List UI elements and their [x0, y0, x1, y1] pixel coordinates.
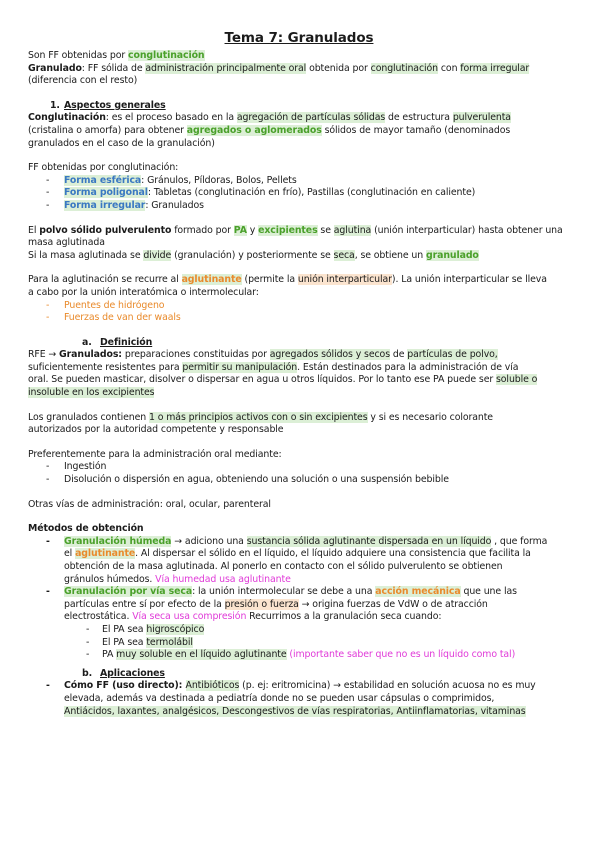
text: . Están destinados para la administración de vía	[297, 361, 519, 373]
text: ). La unión interparticular se lleva	[391, 274, 547, 286]
polvo-paragraph	[28, 225, 570, 238]
term: polvo sólido pulverulento	[39, 224, 172, 236]
conglutinacion-definition	[28, 112, 570, 125]
highlight-term: conglutinación	[128, 50, 205, 61]
section-heading-definicion	[28, 337, 570, 350]
text: (unión interparticular) hasta obtener una	[371, 224, 563, 236]
text: Fuerzas de van der waals	[64, 312, 181, 324]
list-item-humeda: - Granulación húmeda → adiciono una sustancia sólida aglutinante dispersada en un líquido , que forma el aglutinante. Al dispersar el sólido en el líquido, el líquido adquiere una consistencia que facilita la obtención de la masa aglutinada. Al ponerlo en contacto con el sólido pulverulento se obtienen gránulos húmedos. Vía humedad usa aglutinante	[46, 535, 548, 585]
rfe-line	[28, 387, 570, 400]
text: : la unión intermolecular se debe a una	[192, 586, 376, 598]
text: gránulos húmedos.	[64, 573, 156, 585]
text: : Gránulos, Píldoras, Bolos, Pellets	[141, 174, 297, 186]
highlight-term: agregados o aglomerados	[186, 124, 322, 136]
highlight-text: agregados sólidos y secos	[269, 349, 390, 361]
highlight-text: insoluble en los excipientes	[28, 387, 155, 399]
text: Disolución o dispersión en agua, obteniendo una solución o una suspensión bebible	[64, 474, 449, 486]
term: Granulados:	[59, 349, 122, 361]
otras-vias: Otras vías de administración: oral, ocular, parenteral	[28, 498, 271, 510]
text: oral. Se pueden masticar, disolver o dispersar en agua u otros líquidos. Por lo tanto ese PA puede ser	[28, 374, 497, 386]
section-title: Definición	[100, 336, 153, 348]
rfe-line	[28, 362, 570, 375]
text: electrostática.	[64, 611, 133, 623]
text: PA	[102, 649, 117, 661]
administracion-title: Preferentemente para la administración oral mediante:	[28, 448, 282, 460]
conglutinacion-definition-end: granulados en el caso de la granulación)	[28, 137, 215, 149]
text: obtención de la masa aglutinada. Al ponerlo en contacto con el sólido pulverulento se obtienen	[64, 561, 503, 572]
aglutinacion-paragraph	[28, 274, 570, 287]
text: y	[246, 224, 259, 236]
text: Puentes de hidrógeno	[64, 299, 165, 311]
section-heading-aspectos	[28, 100, 570, 113]
pink-note: Vía humedad usa aglutinante	[155, 573, 291, 585]
highlight-term: acción mecánica	[375, 586, 461, 598]
form-term: Forma esférica	[64, 174, 142, 186]
text: El PA sea	[102, 623, 147, 635]
text: : Granulados	[145, 199, 204, 211]
list-item-seca: - Granulación por vía seca: la unión intermolecular se debe a una acción mecánica que une las partículas entre sí por efecto de la presión o fuerza → origina fuerzas de VdW o de atracción electrostática. Vía seca usa compresión Recurrimos a la granulación seca cuando:	[46, 586, 517, 623]
text: (granulación) y posteriormente se	[171, 249, 334, 261]
masa-paragraph	[28, 250, 570, 263]
highlight-term: aglutinante	[75, 548, 136, 560]
ff-list-title: FF obtenidas por conglutinación:	[28, 162, 179, 174]
text: → adiciono una	[171, 535, 247, 547]
contienen-line	[28, 412, 570, 425]
section-title: Aspectos generales	[64, 99, 166, 111]
list-item: - Ingestión	[46, 461, 107, 473]
highlight-text: agregación de partículas sólidas	[236, 112, 386, 124]
highlight-term: Granulación húmeda	[64, 535, 172, 547]
rfe-line	[28, 349, 570, 362]
text: El	[28, 224, 40, 236]
section-title: Aplicaciones	[100, 667, 165, 679]
highlight-text: higroscópico	[146, 623, 205, 635]
highlight-text: 1 o más principios activos con o sin excipientes	[149, 411, 368, 423]
text: Para la aglutinación se recurre al	[28, 274, 182, 286]
highlight-term: granulado	[425, 249, 479, 261]
intro-line	[28, 50, 570, 63]
polvo-paragraph-cont: masa aglutinada	[28, 237, 105, 249]
list-item: - Puentes de hidrógeno	[46, 299, 165, 311]
list-item-aplicaciones: - Cómo FF (uso directo): Antibióticos (p. ej: eritromicina) → estabilidad en solución acuosa no es muy elevada, además va destinada a pediatría donde no se pueden usar cápsulas o comprimidos, Antiácidos, laxantes, analgésicos, Descongestivos de vías respiratorias, Antiinflamatorias, vitaminas	[46, 680, 536, 717]
form-term: Forma poligonal	[64, 187, 148, 199]
form-term: Forma irregular	[64, 199, 146, 211]
text: partículas entre sí por efecto de la	[64, 598, 225, 610]
highlight-text: sustancia sólida aglutinante dispersada en un líquido	[246, 535, 492, 547]
text: sólidos de mayor tamaño (denominados	[321, 124, 511, 136]
highlight-text: permitir su manipulación	[182, 361, 298, 373]
text: de	[389, 349, 408, 361]
highlight-term: Granulación por vía seca	[64, 586, 193, 598]
text: , que forma	[491, 535, 548, 547]
highlight-text: Antiácidos, laxantes, analgésicos, Descongestivos de vías respiratorias, Antiinflamatorias, vitaminas	[64, 705, 526, 717]
text: de estructura	[385, 112, 453, 124]
highlight-text: divide	[143, 249, 172, 261]
metodos-heading: Métodos de obtención	[28, 523, 144, 535]
highlight-text: termolábil	[146, 636, 193, 648]
highlight-term: excipientes	[258, 224, 318, 236]
sub-list-item: - El PA sea higroscópico	[86, 623, 205, 635]
list-item: - Forma esférica: Gránulos, Píldoras, Bolos, Pellets	[46, 174, 297, 186]
text: preparaciones constituidas por	[121, 349, 270, 361]
text: . Al dispersar el sólido en el líquido, el líquido adquiere una consistencia que facilita la	[135, 548, 531, 560]
text: : Tabletas (conglutinación en frío), Pastillas (conglutinación en caliente)	[147, 187, 476, 199]
sub-list-item: - PA muy soluble en el líquido aglutinante (importante saber que no es un líquido como tal)	[86, 649, 516, 661]
highlight-text: soluble o	[496, 374, 538, 386]
text: (permite la	[241, 274, 298, 286]
text: suficientemente resistentes para	[28, 361, 183, 373]
intro-note: (diferencia con el resto)	[28, 75, 138, 87]
contienen-line-cont: autorizados por la autoridad competente y responsable	[28, 424, 284, 436]
text: que une las	[460, 586, 517, 598]
rfe-line	[28, 374, 570, 387]
highlight-text: presión o fuerza	[224, 598, 299, 610]
text: formado por	[171, 224, 234, 236]
page-title: Tema 7: Granulados	[224, 30, 374, 46]
text: se	[317, 224, 334, 236]
text: obtenida por	[306, 62, 371, 74]
highlight-text: aglutina	[333, 224, 372, 236]
section-number: b.	[82, 667, 93, 679]
aglutinacion-paragraph-cont: a cabo por la unión interatómica o intermolecular:	[28, 286, 259, 298]
highlight-term: PA	[233, 224, 247, 236]
term: Cómo FF (uso directo):	[64, 680, 186, 692]
granulado-definition	[28, 63, 570, 76]
text: (p. ej: eritromicina) → estabilidad en solución acuosa no es muy	[239, 680, 536, 692]
text: RFE →	[28, 349, 60, 361]
highlight-text: Antibióticos	[185, 680, 240, 692]
text: El PA sea	[102, 636, 147, 648]
term: Conglutinación	[28, 112, 106, 124]
text: con	[438, 62, 461, 74]
section-number: 1.	[50, 99, 60, 111]
text: elevada, además va destinada a pediatría donde no se pueden usar cápsulas o comprimidos,	[64, 692, 495, 704]
highlight-text: muy soluble en el líquido aglutinante	[116, 649, 287, 661]
highlight-text: administración principalmente oral	[145, 62, 307, 74]
highlight-term: aglutinante	[181, 274, 242, 286]
pink-note: Vía seca usa compresión	[132, 611, 247, 623]
section-heading-aplicaciones	[28, 668, 570, 681]
text: Los granulados contienen	[28, 411, 150, 423]
highlight-text: unión interparticular	[297, 274, 392, 286]
text: → origina fuerzas de VdW o de atracción	[298, 598, 488, 610]
text: Ingestión	[64, 461, 107, 473]
text: Si la masa aglutinada se	[28, 249, 144, 261]
text: , se obtiene un	[354, 249, 426, 261]
highlight-text: partículas de polvo,	[407, 349, 498, 361]
text: (cristalina o amorfa) para obtener	[28, 124, 187, 136]
text: el	[64, 548, 76, 560]
highlight-text: pulverulenta	[452, 112, 511, 124]
section-number: a.	[82, 336, 92, 348]
text: Son FF obtenidas por	[28, 50, 129, 61]
text: : es el proceso basado en la	[105, 112, 237, 124]
list-item: - Disolución o dispersión en agua, obteniendo una solución o una suspensión bebible	[46, 474, 449, 486]
text: Recurrimos a la granulación seca cuando:	[246, 611, 442, 623]
pink-note: (importante saber que no es un líquido como tal)	[286, 649, 516, 661]
text: : FF sólida de	[81, 62, 146, 74]
list-item: - Forma poligonal: Tabletas (conglutinación en frío), Pastillas (conglutinación en caliente)	[46, 187, 476, 199]
term: Granulado	[28, 62, 82, 74]
list-item: - Forma irregular: Granulados	[46, 199, 204, 211]
list-item: - Fuerzas de van der waals	[46, 312, 181, 324]
highlight-text: conglutinación	[370, 62, 438, 74]
text: y si es necesario colorante	[367, 411, 493, 423]
highlight-text: seca	[333, 249, 355, 261]
highlight-text: forma irregular	[460, 62, 530, 74]
sub-list-item: - El PA sea termolábil	[86, 636, 193, 648]
conglutinacion-definition-cont	[28, 125, 570, 138]
